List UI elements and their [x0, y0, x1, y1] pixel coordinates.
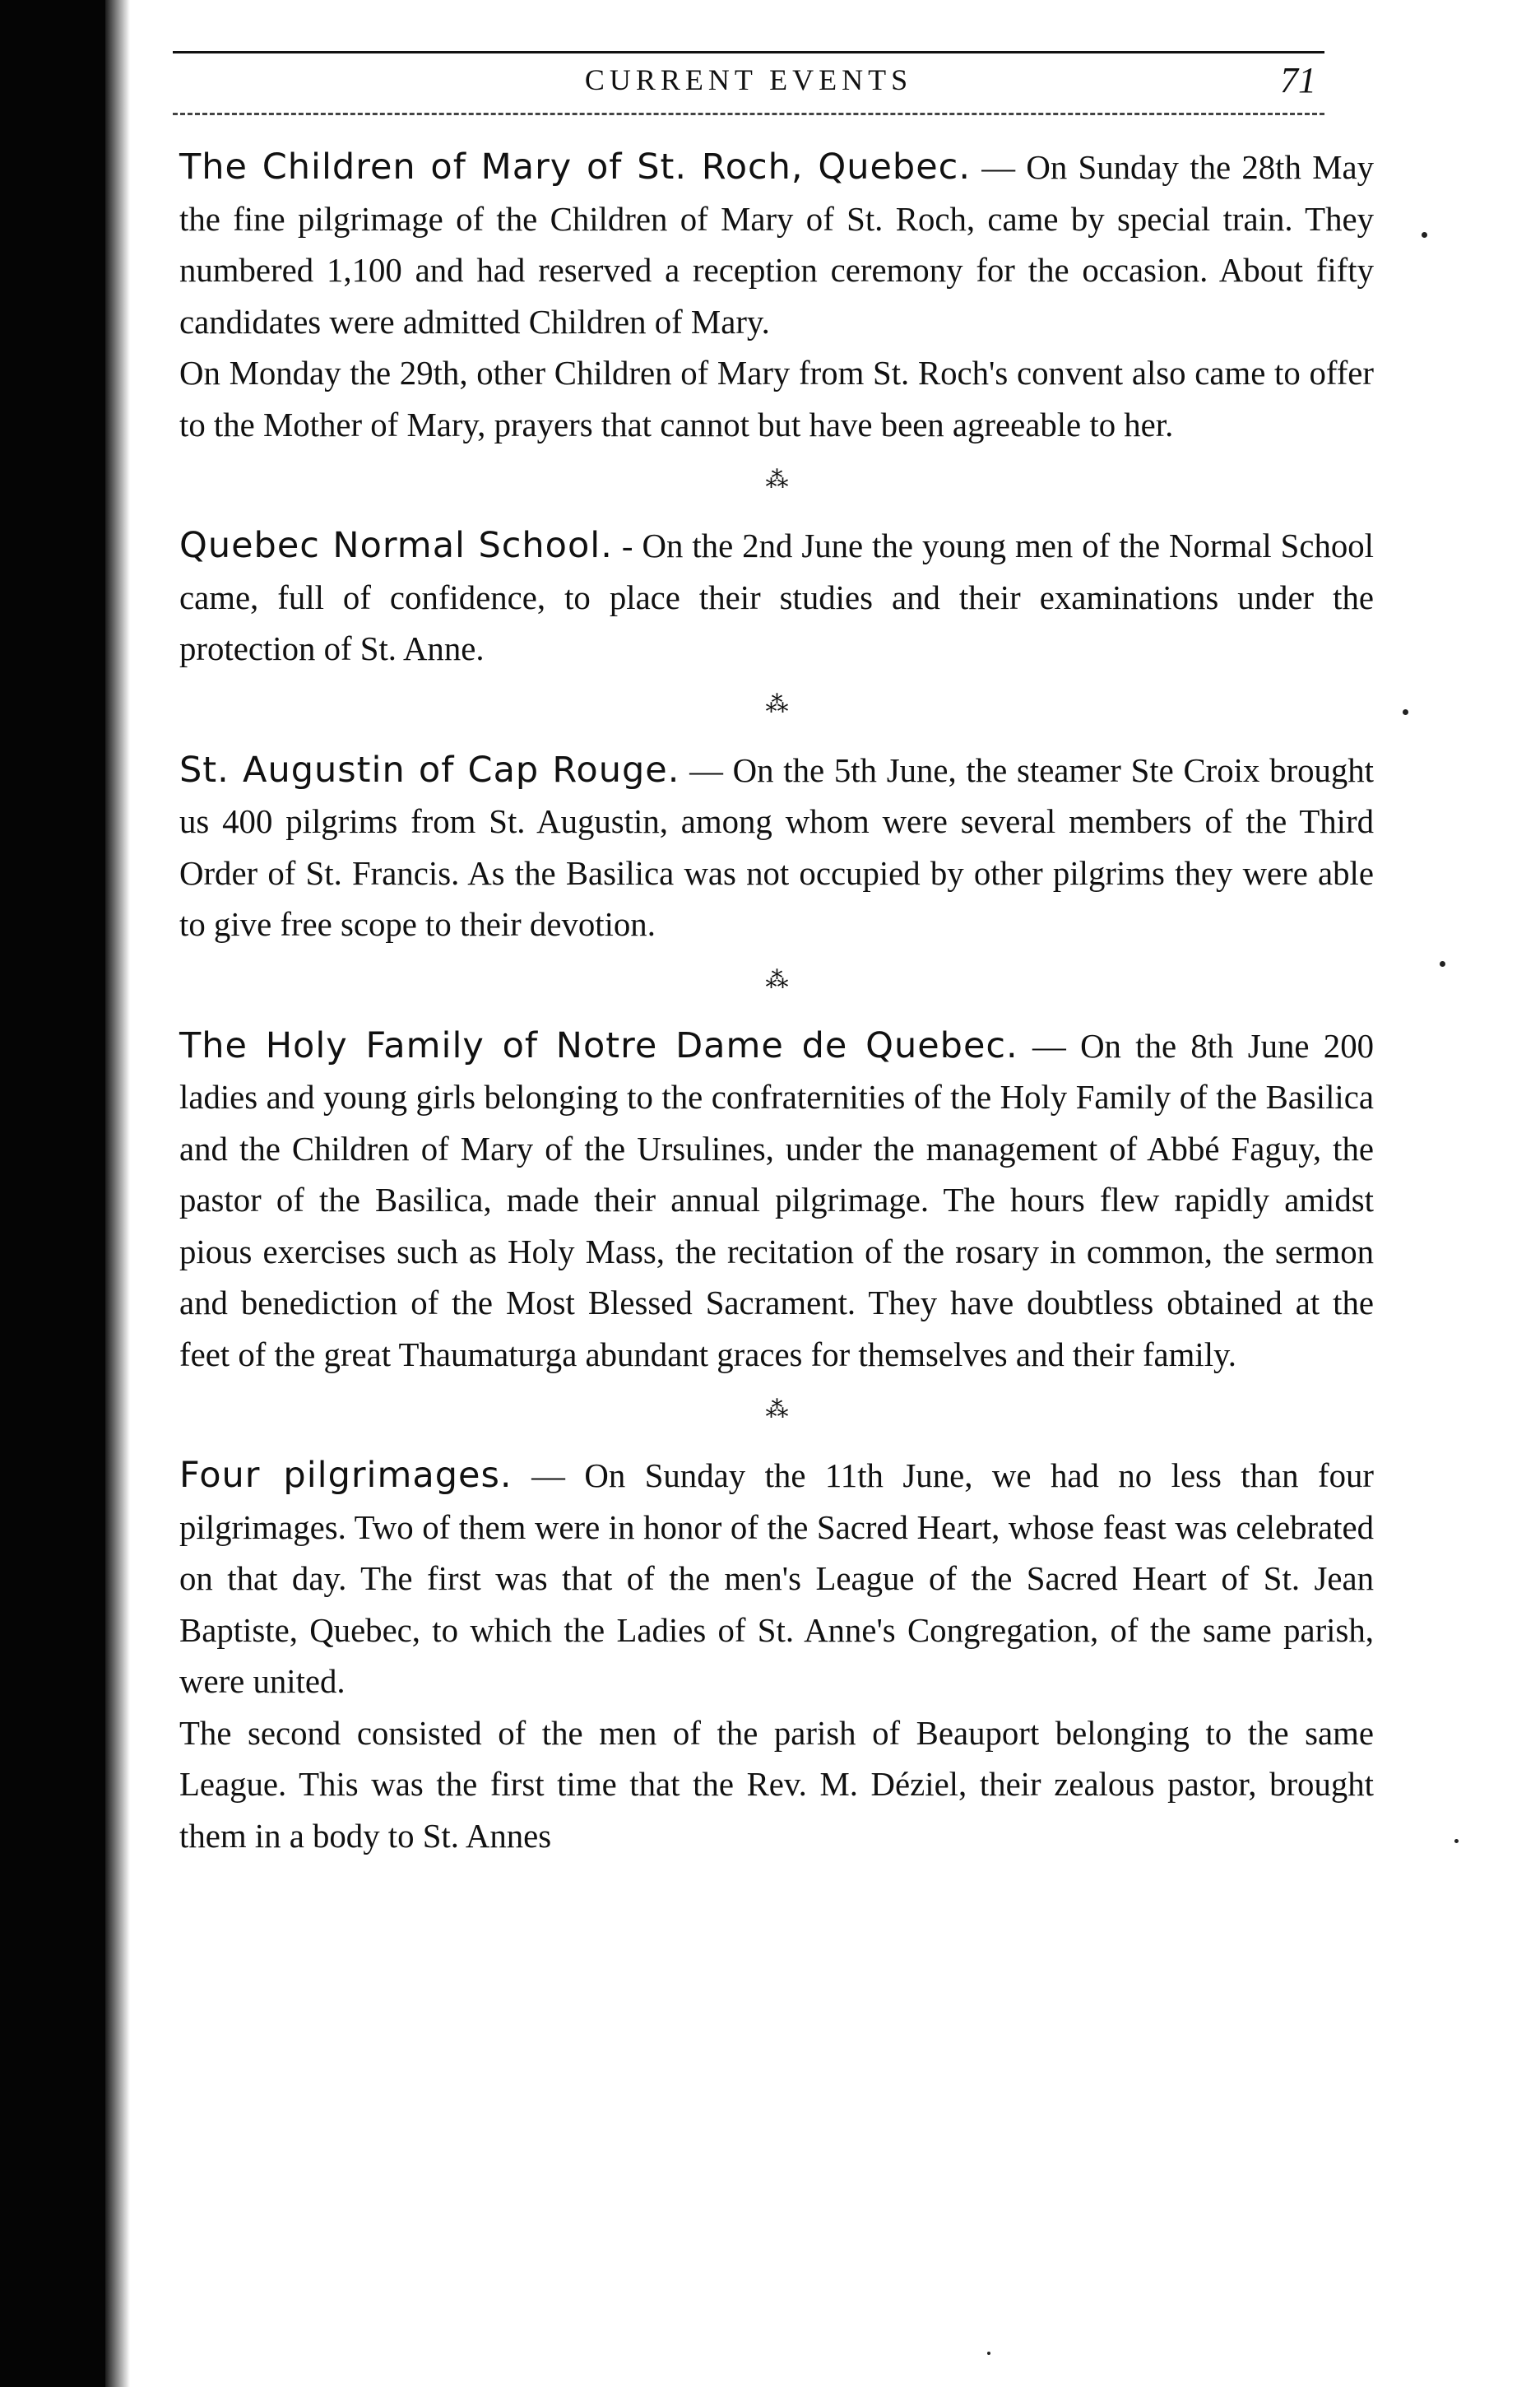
print-speck	[1440, 961, 1445, 967]
item-title: Four pilgrimages.	[179, 1455, 513, 1496]
ornament-separator: ⁂	[765, 467, 788, 493]
print-speck	[1454, 1839, 1459, 1843]
print-speck	[1403, 709, 1408, 715]
title-dash: —	[680, 751, 733, 789]
item-paragraph: On Monday the 29th, other Children of Mary from St. Roch's convent also came to offer to the Mother of Mary, prayers that cannot but have been agreeable to her.	[179, 355, 1374, 443]
item-title: The Holy Family of Notre Dame de Quebec.	[179, 1024, 1018, 1066]
page-number: 71	[1280, 60, 1316, 100]
item-paragraph	[179, 142, 1374, 348]
print-speck	[1422, 232, 1427, 238]
news-item	[179, 520, 1374, 676]
header-rule	[173, 113, 1324, 115]
item-paragraph	[179, 1020, 1374, 1382]
page	[123, 0, 1374, 2387]
ornament-separator: ⁂	[765, 691, 788, 717]
item-text: On Sunday the 28th May the fine pilgrimage of the Children of Mary of St. Roch, came by special train. They numbered 1,100 and had reserved a reception ceremony for the occasion. About fifty candidates were admitted Children of Mary.	[179, 149, 1374, 341]
running-head: CURRENT EVENTS	[584, 63, 913, 96]
news-item	[179, 1450, 1374, 1862]
news-item	[179, 142, 1374, 451]
article-body	[179, 142, 1374, 1862]
item-paragraph	[179, 520, 1374, 676]
item-title: Quebec Normal School.	[179, 525, 613, 566]
header-rule	[173, 51, 1324, 53]
item-paragraph: The second consisted of the men of the parish of Beauport belonging to the same League. This was the first time that the Rev. M. Déziel, their zealous pastor, brought them in a body to St. Annes	[179, 1714, 1374, 1855]
item-text: On the 5th June, the steamer Ste Croix brought us 400 pilgrims from St. Augustin, among whom were several members of the Third Order of St. Francis. As the Basilica was not occupied by other pilgrims they were able to give free scope to their devotion.	[179, 751, 1375, 943]
page-header	[123, 51, 1374, 117]
item-text: On the 8th June 200 ladies and young girls belonging to the confraternities of the Holy Family of the Basilica and the Children of Mary of the Ursulines, under the management of Abbé Faguy, the pastor of the Basilica, made their annual pilgrimage. The hours flew rapidly amidst pious exercises such as Holy Mass, the recitation of the rosary in common, the sermon and benediction of the Most Blessed Sacrament. They have doubtless obtained at the feet of the great Thaumaturga abundant graces for themselves and their family.	[179, 1027, 1375, 1373]
item-text: On Sunday the 11th June, we had no less than four pilgrimages. Two of them were in honor of the Sacred Heart, whose feast was celebrated on that day. The first was that of the men's League of the Sacred Heart of St. Jean Baptiste, Quebec, to which the Ladies of St. Anne's Congregation, of the same parish, were united.	[179, 1457, 1374, 1700]
item-paragraph	[179, 745, 1374, 951]
ornament-separator: ⁂	[765, 1397, 788, 1423]
item-text: On the 2nd June the young men of the Normal School came, full of confidence, to place their studies and their examinations under the protection of St. Anne.	[179, 527, 1375, 667]
news-item	[179, 1020, 1374, 1382]
binding-shadow	[0, 0, 105, 2387]
item-paragraph	[179, 1450, 1374, 1708]
title-dash: -	[612, 527, 642, 564]
ornament-separator: ⁂	[765, 967, 788, 993]
item-title: The Children of Mary of St. Roch, Quebec.	[179, 146, 971, 188]
title-dash: —	[1018, 1027, 1081, 1065]
item-title: St. Augustin of Cap Rouge.	[179, 749, 680, 791]
title-dash: —	[512, 1457, 585, 1494]
news-item	[179, 745, 1374, 951]
title-dash: —	[970, 149, 1027, 186]
